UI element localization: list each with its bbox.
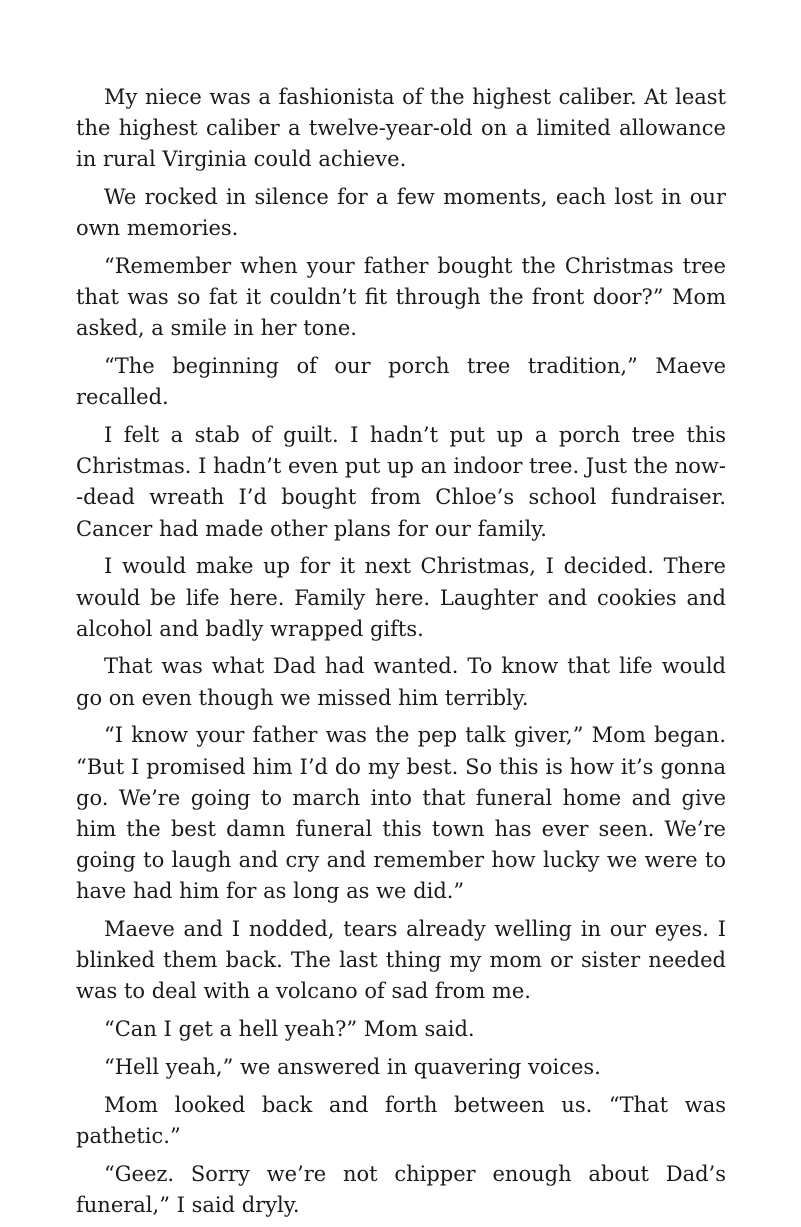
paragraph: Maeve and I nodded, tears already welling in our eyes. I blinked them back. The last thing my mom or sister needed was to deal with a volcano of sad from me. bbox=[76, 917, 726, 1004]
paragraph: “Can I get a hell yeah?” Mom said. bbox=[104, 1017, 475, 1042]
paragraph: “I know your father was the pep talk giver,” Mom began. “But I promised him I’d do my best. So this is how it’s gonna go. We’re going to march into that funeral home and give him the best damn funeral this town has ever seen. We’re going to laugh and cry and remember how lucky we were to have had him for as long as we did.” bbox=[76, 723, 726, 904]
paragraph: “Geez. Sorry we’re not chipper enough about Dad’s funeral,” I said dryly. bbox=[76, 1161, 726, 1217]
paragraph: Mom looked back and forth between us. “That was pathetic.” bbox=[76, 1092, 726, 1148]
paragraph: “The beginning of our porch tree tradition,” Maeve recalled. bbox=[76, 354, 726, 410]
paragraph: “Remember when your father bought the Christmas tree that was so fat it couldn’t fit through the front door?” Mom asked, a smile in her tone. bbox=[76, 254, 726, 341]
paragraph: We rocked in silence for a few moments, each lost in our own memories. bbox=[76, 185, 726, 241]
paragraph: I would make up for it next Christmas, I decided. There would be life here. Family here. Laughter and cookies and alcohol and badly wrapped gifts. bbox=[76, 554, 726, 641]
paragraph: My niece was a fashionista of the highest caliber. At least the highest caliber a twelve-year-old on a limited allowance in rural Virginia could achieve. bbox=[76, 85, 726, 172]
paragraph: That was what Dad had wanted. To know that life would go on even though we missed him terribly. bbox=[76, 654, 726, 710]
book-page bbox=[76, 82, 726, 1227]
paragraph: I felt a stab of guilt. I hadn’t put up a porch tree this Christmas. I hadn’t even put up an indoor tree. Just the now--dead wreath I’d bought from Chloe’s school fundraiser. Cancer had made other plans for our family. bbox=[76, 423, 726, 541]
paragraph: “Hell yeah,” we answered in quavering voices. bbox=[104, 1054, 601, 1079]
